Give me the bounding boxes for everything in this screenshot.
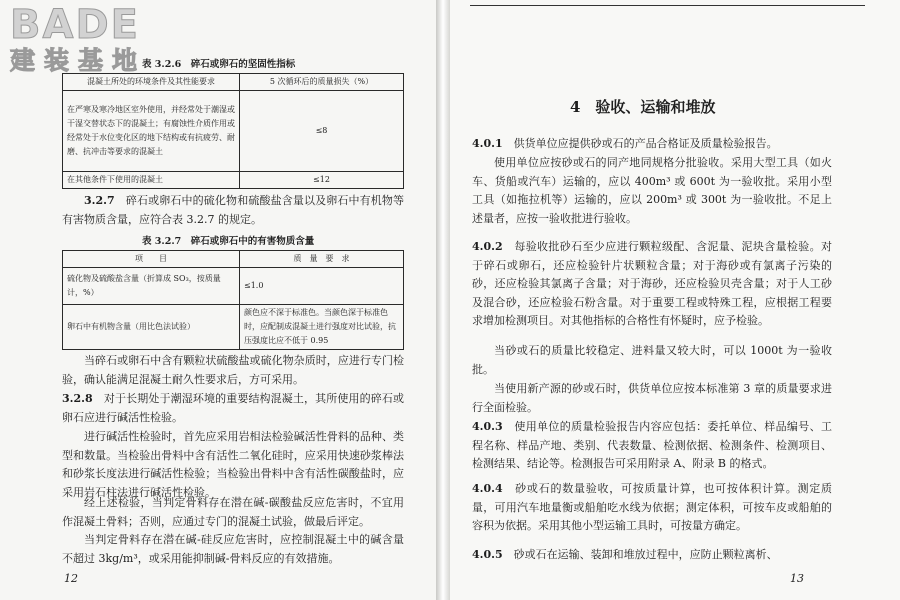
clause-3-2-7 [62,192,404,229]
clause-number: 4.0.3 [472,420,503,433]
table-header-row [63,251,404,268]
clause-4-0-2 [472,238,832,331]
clause-text: 供货单位应提供砂或石的产品合格证及质量检验报告。 [513,137,778,150]
right-page [450,0,900,600]
table-header-cell: 质 量 要 求 [240,251,404,268]
table-cell: ≤1.0 [240,268,404,305]
clause-number: 3.2.8 [62,392,93,405]
clause-text: 每验收批砂石至少应进行颗粒级配、含泥量、泥块含量检验。对于碎石或卵石，还应检验针片状颗粒含量；对于海砂或有氯离子污染的砂，还应检验其氯离子含量；对于海砂，还应检验贝壳含量；对于人工砂及混合砂，还应检验石粉含量。对于重要工程或特殊工程，应根据工程要求增加检测项目。对其他指标的合格性有怀疑时，应予检验。 [472,240,833,328]
clause-4-0-4 [472,480,832,536]
table-cell: 硫化物及硫酸盐含量（折算成 SO₃，按质量计，%） [63,268,240,305]
table-cell: 在严寒及寒冷地区室外使用，并经常处于潮湿或干湿交替状态下的混凝土；有腐蚀性介质作用或经常处于水位变化区的地下结构或有抗疲劳、耐磨、抗冲击等要求的混凝土 [63,91,240,172]
clause-number: 4.0.5 [472,548,503,561]
logo-sub-text: 建装基地 [10,46,147,75]
clause-4-0-5 [472,546,832,565]
table-327 [62,250,404,350]
header-rule [470,5,865,6]
table-326-caption: 表 3.2.6 碎石或卵石的坚固性指标 [142,59,296,70]
clause-text: 对于长期处于潮湿环境的重要结构混凝土，其所使用的碎石或卵石应进行碱活性检验。 [62,392,405,424]
logo-main-text: BADE [10,2,140,48]
table-header-cell: 混凝土所处的环境条件及其性能要求 [63,74,240,91]
table-header-cell: 5 次循环后的质量损失（%） [240,74,404,91]
paragraph-alkali-carbonate: 经上述检验，当判定骨料存在潜在碱-碳酸盐反应危害时，不宜用作混凝土骨料；否则，应通过专门的混凝土试验，做最后评定。 [62,496,404,528]
table-row [63,305,404,350]
table-header-cell: 项 目 [63,251,240,268]
clause-4-0-3 [472,418,832,474]
table-header-row [63,74,404,91]
clause-text: 砂或石的数量验收，可按质量计算，也可按体积计算。测定质量，可用汽车地量衡或船舶吃水线为依据；测定体积，可按车皮或船舶的容积为依据。采用其他小型运输工具时，可按量方确定。 [472,482,833,533]
clause-number: 4.0.4 [472,482,503,495]
paragraph-alkali-test: 进行碱活性检验时，首先应采用岩相法检验碱活性骨料的品种、类型和数量。当检验出骨料中含有活性二氧化硅时，应采用快速砂浆棒法和砂浆长度法进行碱活性检验；当检验出骨料中含有活性碳酸盐时，应采用岩石柱法进行碱活性检验。 [62,430,404,499]
clause-text: 碎石或卵石中的硫化物和硫酸盐含量以及卵石中有机物等有害物质含量，应符合表 3.2.7 的规定。 [62,194,405,226]
clause-text: 使用单位的质量检验报告内容应包括：委托单位、样品编号、工程名称、样品产地、类别、代表数量、检测依据、检测条件、检测项目、检测结果、结论等。检测报告可采用附录 A、附录 B 的格式。 [472,420,833,471]
clause-number: 3.2.7 [84,194,115,207]
paragraph-batch-acceptance: 使用单位应按砂或石的同产地同规格分批验收。采用大型工具（如火车、货船或汽车）运输的，应以 400m³ 或 600t 为一验收批。采用小型工具（如拖拉机等）运输的，应以 200m³ 或 300t 为一验收批。不足上述量者，应按一验收批进行验收。 [472,156,832,225]
table-row [63,268,404,305]
table-327-caption: 表 3.2.7 碎石或卵石中的有害物质含量 [142,236,315,247]
table-326 [62,73,404,189]
book-spine [436,0,450,600]
clause-text: 砂或石在运输、装卸和堆放过程中，应防止颗粒离析、 [513,548,778,561]
chapter-title: 4 验收、运输和堆放 [570,98,716,116]
watermark-logo [10,4,146,76]
table-cell: 卵石中有机物含量（用比色法试验） [63,305,240,350]
table-cell: 颜色应不深于标准色。当颜色深于标准色时，应配制成混凝土进行强度对比试验，抗压强度比应不低于 0.95 [240,305,404,350]
clause-3-2-8 [62,390,404,427]
table-row [63,172,404,189]
table-cell: ≤8 [240,91,404,172]
left-page [0,0,436,600]
paragraph-sulfide: 当碎石或卵石中含有颗粒状硫酸盐或硫化物杂质时，应进行专门检验，确认能满足混凝土耐久性要求后，方可采用。 [62,354,404,386]
table-cell: ≤12 [240,172,404,189]
page-number: 13 [790,572,804,585]
paragraph-alkali-silica: 当判定骨料存在潜在碱-硅反应危害时，应控制混凝土中的碱含量不超过 3kg/m³，或采用能抑制碱-骨料反应的有效措施。 [62,533,404,565]
page-number: 12 [64,572,78,585]
clause-number: 4.0.1 [472,137,503,150]
table-row [63,91,404,172]
clause-number: 4.0.2 [472,240,503,253]
clause-4-0-1 [472,135,832,154]
paragraph-new-source: 当使用新产源的砂或石时，供货单位应按本标准第 3 章的质量要求进行全面检验。 [472,382,832,414]
table-cell: 在其他条件下使用的混凝土 [63,172,240,189]
paragraph-stable-quality: 当砂或石的质量比较稳定、进料量又较大时，可以 1000t 为一验收批。 [472,344,832,376]
